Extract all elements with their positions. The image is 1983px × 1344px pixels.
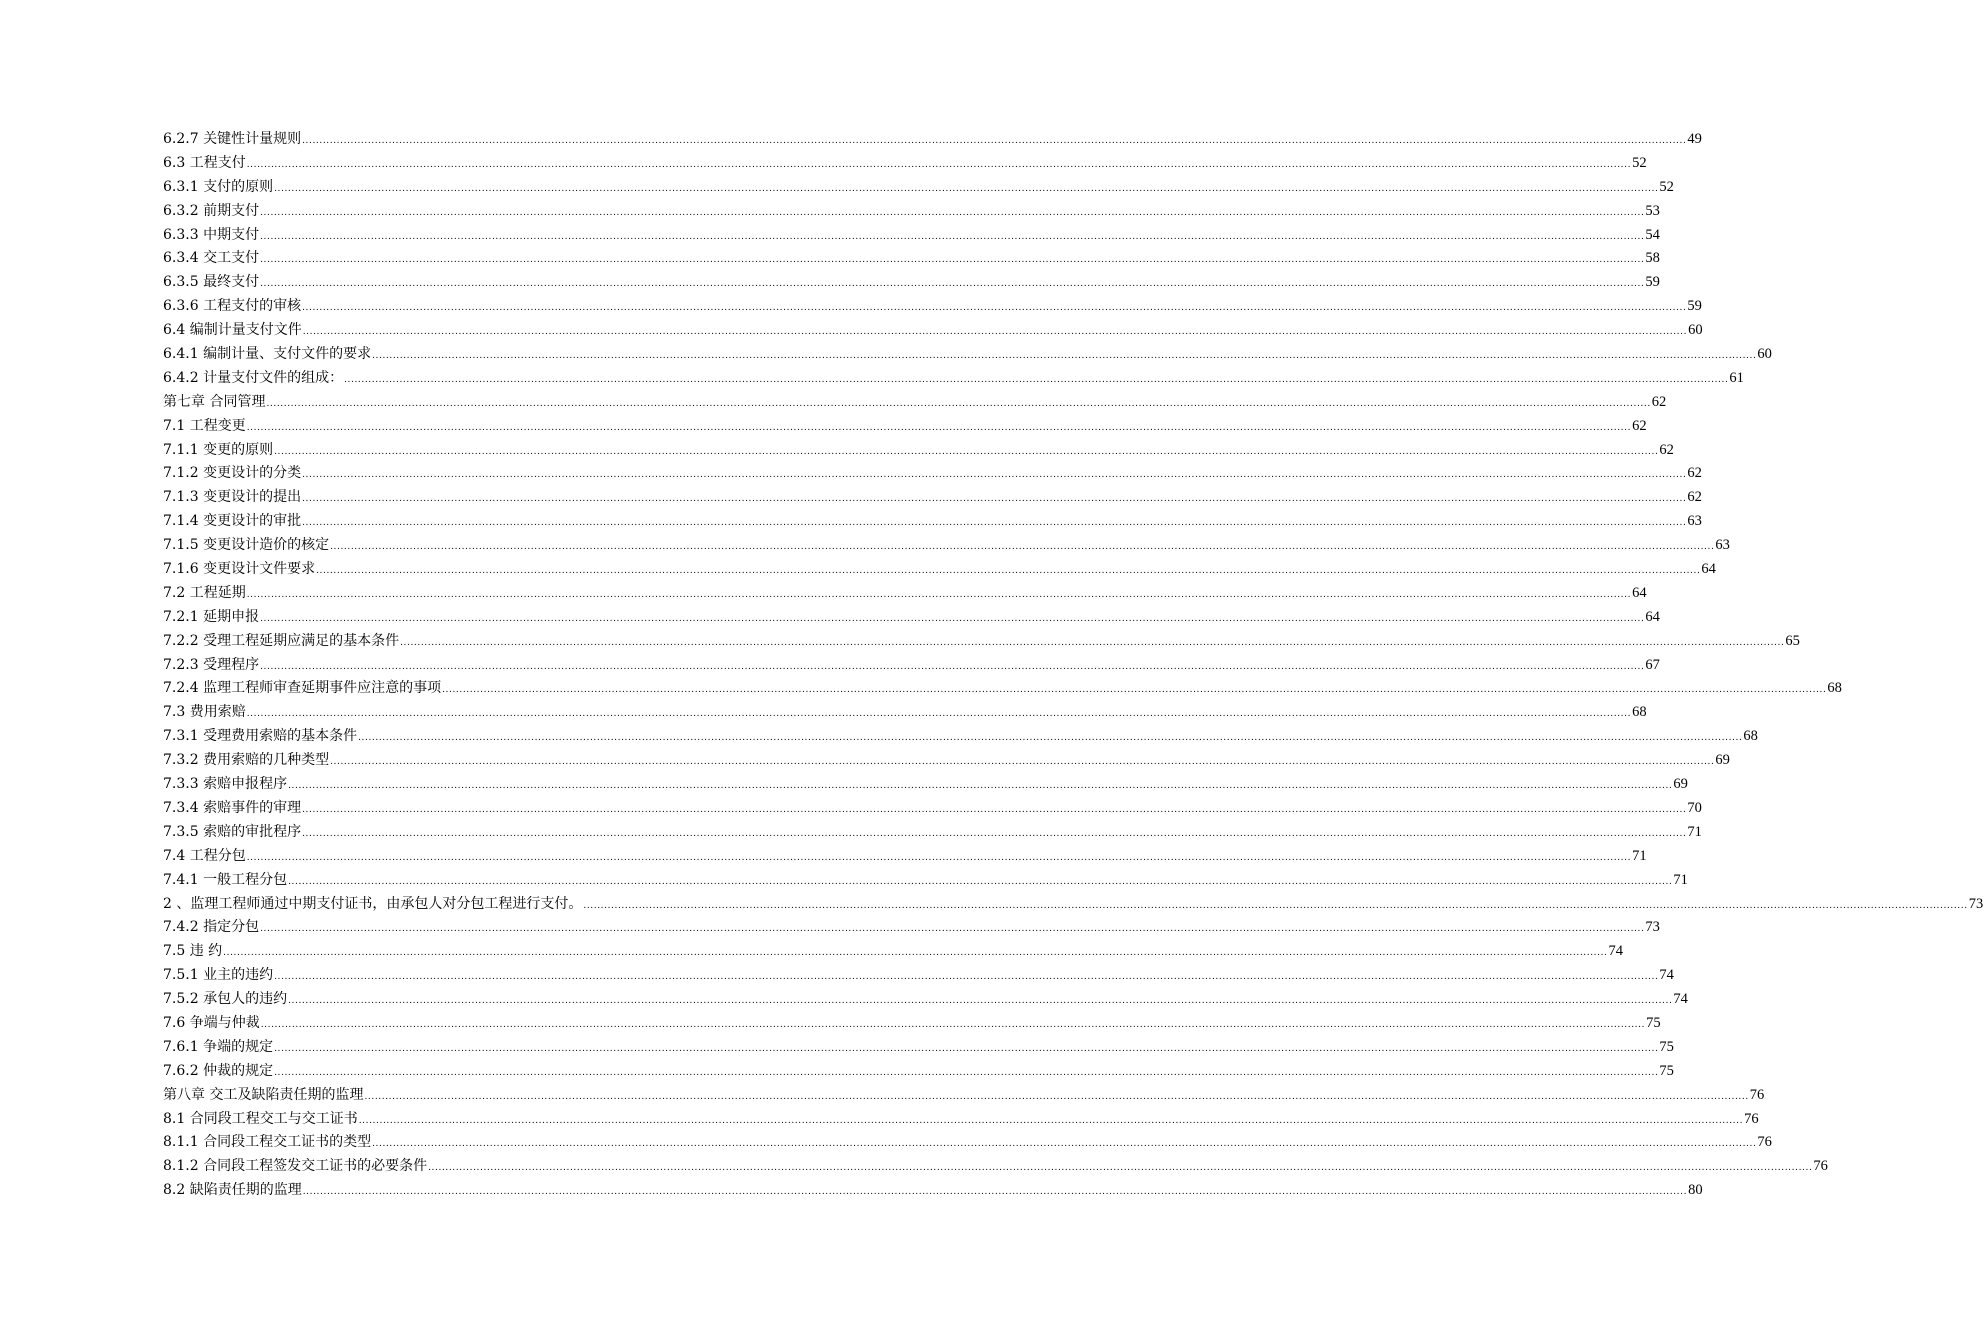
toc-dot-leader: ................................................................................................................................................................................................................................................................................................................................................................................................................ (288, 876, 1673, 887)
toc-dot-leader: ................................................................................................................................................................................................................................................................................................................................................................................................................ (274, 972, 1659, 983)
toc-entry-title: 7.1.4 变更设计的审批 (163, 513, 302, 530)
toc-entry[interactable] (163, 319, 1703, 343)
toc-entry-page-number: 74 (1659, 967, 1674, 984)
toc-entry-page-number: 70 (1687, 799, 1702, 816)
toc-entry-page-number: 54 (1645, 226, 1660, 243)
toc-entry-title: 6.3.1 支付的原则 (163, 178, 274, 195)
toc-entry[interactable] (163, 654, 1660, 678)
toc-entry[interactable] (163, 247, 1660, 271)
toc-dot-leader: ................................................................................................................................................................................................................................................................................................................................................................................................................ (428, 1163, 1813, 1174)
toc-dot-leader: ................................................................................................................................................................................................................................................................................................................................................................................................................ (260, 279, 1645, 290)
toc-entry[interactable] (163, 869, 1688, 893)
toc-entry-title: 8.1.1 合同段工程交工证书的类型 (163, 1134, 372, 1151)
toc-entry[interactable] (163, 128, 1702, 152)
toc-entry-page-number: 71 (1632, 847, 1647, 864)
toc-entry-title: 6.3 工程支付 (163, 154, 246, 171)
toc-entry-page-number: 73 (1968, 895, 1983, 912)
toc-entry[interactable] (163, 1084, 1765, 1108)
toc-entry[interactable] (163, 1108, 1759, 1132)
toc-entry[interactable] (163, 439, 1674, 463)
toc-entry-title: 6.4.1 编制计量、支付文件的要求 (163, 346, 372, 363)
toc-entry-page-number: 62 (1632, 417, 1647, 434)
toc-entry-page-number: 62 (1687, 465, 1702, 482)
toc-entry[interactable] (163, 606, 1660, 630)
toc-entry-title: 7.3.3 索赔申报程序 (163, 776, 288, 793)
toc-entry[interactable] (163, 1179, 1703, 1203)
toc-entry-title: 7.2.2 受理工程延期应满足的基本条件 (163, 632, 400, 649)
toc-entry-title: 7.5.1 业主的违约 (163, 967, 274, 984)
toc-entry-page-number: 76 (1757, 1134, 1772, 1151)
toc-entry-page-number: 62 (1651, 393, 1667, 410)
toc-entry[interactable] (163, 677, 1842, 701)
toc-entry-title: 6.3.2 前期支付 (163, 202, 260, 219)
toc-dot-leader: ................................................................................................................................................................................................................................................................................................................................................................................................................ (260, 231, 1645, 242)
toc-entry-title: 7.4 工程分包 (163, 847, 246, 864)
toc-entry[interactable] (163, 1012, 1661, 1036)
toc-entry-page-number: 76 (1749, 1086, 1765, 1103)
toc-dot-leader: ................................................................................................................................................................................................................................................................................................................................................................................................................ (583, 900, 1968, 911)
toc-dot-leader: ................................................................................................................................................................................................................................................................................................................................................................................................................ (274, 1067, 1659, 1078)
toc-entry-page-number: 75 (1659, 1062, 1674, 1079)
toc-entry[interactable] (163, 295, 1702, 319)
toc-entry[interactable] (163, 152, 1647, 176)
toc-entry-page-number: 64 (1701, 561, 1716, 578)
toc-dot-leader: ................................................................................................................................................................................................................................................................................................................................................................................................................ (223, 948, 1608, 959)
toc-entry-page-number: 69 (1673, 776, 1688, 793)
toc-entry-page-number: 67 (1645, 656, 1660, 673)
toc-dot-leader: ................................................................................................................................................................................................................................................................................................................................................................................................................ (260, 1019, 1646, 1030)
toc-entry-page-number: 62 (1659, 441, 1674, 458)
toc-dot-leader: ................................................................................................................................................................................................................................................................................................................................................................................................................ (302, 1187, 1688, 1198)
toc-dot-leader: ................................................................................................................................................................................................................................................................................................................................................................................................................ (302, 518, 1687, 529)
toc-entry-page-number: 60 (1757, 346, 1772, 363)
toc-entry[interactable] (163, 200, 1660, 224)
toc-entry-page-number: 62 (1687, 489, 1702, 506)
toc-entry[interactable] (163, 271, 1660, 295)
toc-entry[interactable] (163, 821, 1702, 845)
toc-entry[interactable] (163, 893, 1983, 917)
toc-dot-leader: ................................................................................................................................................................................................................................................................................................................................................................................................................ (330, 757, 1715, 768)
toc-entry-title: 7.1.5 变更设计造价的核定 (163, 537, 330, 554)
toc-dot-leader: ................................................................................................................................................................................................................................................................................................................................................................................................................ (302, 470, 1687, 481)
toc-dot-leader: ................................................................................................................................................................................................................................................................................................................................................................................................................ (260, 207, 1645, 218)
toc-dot-leader: ................................................................................................................................................................................................................................................................................................................................................................................................................ (246, 159, 1632, 170)
toc-entry-title: 7.3 费用索赔 (163, 704, 246, 721)
toc-entry-title: 6.3.6 工程支付的审核 (163, 298, 302, 315)
toc-entry[interactable] (163, 701, 1647, 725)
toc-entry[interactable] (163, 988, 1688, 1012)
toc-entry[interactable] (163, 391, 1667, 415)
toc-dot-leader: ................................................................................................................................................................................................................................................................................................................................................................................................................ (358, 733, 1743, 744)
toc-entry-page-number: 59 (1645, 274, 1660, 291)
toc-entry-title: 6.3.5 最终支付 (163, 274, 260, 291)
toc-entry-title: 7.6 争端与仲裁 (163, 1014, 260, 1031)
toc-entry[interactable] (163, 1131, 1772, 1155)
toc-entry[interactable] (163, 940, 1624, 964)
toc-dot-leader: ................................................................................................................................................................................................................................................................................................................................................................................................................ (372, 351, 1757, 362)
toc-entry-page-number: 74 (1673, 991, 1688, 1008)
toc-dot-leader: ................................................................................................................................................................................................................................................................................................................................................................................................................ (274, 446, 1659, 457)
toc-dot-leader: ................................................................................................................................................................................................................................................................................................................................................................................................................ (274, 183, 1659, 194)
toc-entry-page-number: 58 (1645, 250, 1660, 267)
toc-entry-title: 7.2.1 延期申报 (163, 608, 260, 625)
toc-dot-leader: ................................................................................................................................................................................................................................................................................................................................................................................................................ (246, 422, 1632, 433)
toc-dot-leader: ................................................................................................................................................................................................................................................................................................................................................................................................................ (442, 685, 1827, 696)
toc-entry-page-number: 71 (1687, 823, 1702, 840)
toc-dot-leader: ................................................................................................................................................................................................................................................................................................................................................................................................................ (358, 1115, 1744, 1126)
toc-entry-title: 7.5.2 承包人的违约 (163, 991, 288, 1008)
toc-entry[interactable] (163, 415, 1647, 439)
toc-entry-page-number: 53 (1645, 202, 1660, 219)
toc-entry-title: 第八章 交工及缺陷责任期的监理 (163, 1086, 364, 1103)
toc-entry-page-number: 75 (1659, 1038, 1674, 1055)
toc-entry-title: 7.3.2 费用索赔的几种类型 (163, 752, 330, 769)
toc-dot-leader: ................................................................................................................................................................................................................................................................................................................................................................................................................ (316, 566, 1701, 577)
toc-entry-page-number: 68 (1827, 680, 1842, 697)
toc-entry[interactable] (163, 1060, 1674, 1084)
toc-entry-title: 7.4.2 指定分包 (163, 919, 260, 936)
toc-entry-title: 7.1.2 变更设计的分类 (163, 465, 302, 482)
toc-entry-page-number: 76 (1744, 1110, 1759, 1127)
toc-entry-title: 6.3.3 中期支付 (163, 226, 260, 243)
toc-entry-title: 8.1.2 合同段工程签发交工证书的必要条件 (163, 1158, 428, 1175)
toc-dot-leader: ................................................................................................................................................................................................................................................................................................................................................................................................................ (288, 996, 1673, 1007)
toc-entry[interactable] (163, 1155, 1828, 1179)
toc-entry-page-number: 75 (1646, 1014, 1661, 1031)
toc-entry-title: 7.1.6 变更设计文件要求 (163, 561, 316, 578)
toc-entry-title: 6.3.4 交工支付 (163, 250, 260, 267)
toc-dot-leader: ................................................................................................................................................................................................................................................................................................................................................................................................................ (246, 589, 1632, 600)
toc-entry[interactable] (163, 1036, 1674, 1060)
toc-dot-leader: ................................................................................................................................................................................................................................................................................................................................................................................................................ (302, 804, 1687, 815)
toc-entry[interactable] (163, 630, 1800, 654)
toc-dot-leader: ................................................................................................................................................................................................................................................................................................................................................................................................................ (364, 1091, 1749, 1102)
toc-entry[interactable] (163, 558, 1716, 582)
toc-entry[interactable] (163, 510, 1702, 534)
toc-dot-leader: ................................................................................................................................................................................................................................................................................................................................................................................................................ (246, 852, 1632, 863)
toc-entry-title: 7.3.1 受理费用索赔的基本条件 (163, 728, 358, 745)
toc-dot-leader: ................................................................................................................................................................................................................................................................................................................................................................................................................ (302, 303, 1687, 314)
toc-entry[interactable] (163, 749, 1730, 773)
toc-dot-leader: ................................................................................................................................................................................................................................................................................................................................................................................................................ (260, 255, 1645, 266)
toc-dot-leader: ................................................................................................................................................................................................................................................................................................................................................................................................................ (288, 781, 1673, 792)
toc-entry[interactable] (163, 367, 1744, 391)
toc-entry-page-number: 71 (1673, 871, 1688, 888)
toc-entry-page-number: 52 (1659, 178, 1674, 195)
toc-entry-title: 7.6.2 仲裁的规定 (163, 1062, 274, 1079)
toc-entry-title: 2 、监理工程师通过中期支付证书，由承包人对分包工程进行支付。 (163, 895, 583, 912)
toc-entry-title: 7.1.1 变更的原则 (163, 441, 274, 458)
toc-entry-title: 6.2.7 关键性计量规则 (163, 131, 302, 147)
toc-entry-page-number: 76 (1813, 1158, 1828, 1175)
toc-entry[interactable] (163, 462, 1702, 486)
toc-entry-title: 7.1.3 变更设计的提出 (163, 489, 302, 506)
toc-entry[interactable] (163, 534, 1730, 558)
toc-entry-page-number: 65 (1785, 632, 1800, 649)
toc-entry[interactable] (163, 845, 1647, 869)
toc-entry[interactable] (163, 916, 1660, 940)
toc-entry-title: 7.1 工程变更 (163, 417, 246, 434)
toc-entry-page-number: 60 (1688, 322, 1703, 339)
toc-entry[interactable] (163, 725, 1758, 749)
toc-dot-leader: ................................................................................................................................................................................................................................................................................................................................................................................................................ (372, 1139, 1757, 1150)
toc-entry-page-number: 61 (1729, 369, 1744, 386)
toc-entry-title: 6.4 编制计量支付文件 (163, 322, 302, 339)
toc-entry-page-number: 59 (1687, 298, 1702, 315)
toc-dot-leader: ................................................................................................................................................................................................................................................................................................................................................................................................................ (330, 542, 1715, 553)
toc-dot-leader: ................................................................................................................................................................................................................................................................................................................................................................................................................ (260, 924, 1645, 935)
toc-entry-page-number: 73 (1645, 919, 1660, 936)
toc-entry[interactable] (163, 797, 1702, 821)
toc-entry[interactable] (163, 773, 1688, 797)
toc-entry-page-number: 52 (1632, 154, 1647, 171)
toc-entry-title: 7.5 违 约 (163, 943, 223, 960)
toc-dot-leader: ................................................................................................................................................................................................................................................................................................................................................................................................................ (302, 136, 1687, 146)
toc-entry-title: 7.2 工程延期 (163, 584, 246, 601)
table-of-contents (163, 128, 1983, 1203)
toc-entry-page-number: 68 (1632, 704, 1647, 721)
toc-entry[interactable] (163, 582, 1647, 606)
toc-entry-page-number: 68 (1743, 728, 1758, 745)
toc-entry-title: 7.3.5 索赔的审批程序 (163, 823, 302, 840)
toc-entry[interactable] (163, 176, 1674, 200)
toc-dot-leader: ................................................................................................................................................................................................................................................................................................................................................................................................................ (260, 661, 1645, 672)
toc-entry-title: 7.6.1 争端的规定 (163, 1038, 274, 1055)
toc-entry-title: 8.1 合同段工程交工与交工证书 (163, 1110, 358, 1127)
toc-entry-page-number: 64 (1645, 608, 1660, 625)
toc-entry-page-number: 63 (1715, 537, 1730, 554)
toc-entry[interactable] (163, 224, 1660, 248)
toc-dot-leader: ................................................................................................................................................................................................................................................................................................................................................................................................................ (302, 327, 1688, 338)
toc-entry-page-number: 80 (1688, 1182, 1703, 1199)
toc-entry[interactable] (163, 343, 1772, 367)
toc-dot-leader: ................................................................................................................................................................................................................................................................................................................................................................................................................ (246, 709, 1632, 720)
toc-entry[interactable] (163, 486, 1702, 510)
toc-entry-title: 第七章 合同管理 (163, 393, 266, 410)
toc-entry-title: 6.4.2 计量支付文件的组成： (163, 369, 344, 386)
toc-dot-leader: ................................................................................................................................................................................................................................................................................................................................................................................................................ (266, 398, 1651, 409)
toc-entry-page-number: 63 (1687, 513, 1702, 530)
toc-dot-leader: ................................................................................................................................................................................................................................................................................................................................................................................................................ (302, 828, 1687, 839)
toc-entry[interactable] (163, 964, 1674, 988)
toc-dot-leader: ................................................................................................................................................................................................................................................................................................................................................................................................................ (274, 1043, 1659, 1054)
toc-entry-title: 7.2.4 监理工程师审查延期事件应注意的事项 (163, 680, 442, 697)
toc-entry-page-number: 49 (1687, 131, 1702, 147)
toc-dot-leader: ................................................................................................................................................................................................................................................................................................................................................................................................................ (344, 374, 1729, 385)
toc-entry-title: 8.2 缺陷责任期的监理 (163, 1182, 302, 1199)
toc-entry-page-number: 69 (1715, 752, 1730, 769)
toc-dot-leader: ................................................................................................................................................................................................................................................................................................................................................................................................................ (400, 637, 1785, 648)
toc-entry-page-number: 74 (1608, 943, 1624, 960)
toc-entry-title: 7.4.1 一般工程分包 (163, 871, 288, 888)
toc-entry-page-number: 64 (1632, 584, 1647, 601)
toc-entry-title: 7.3.4 索赔事件的审理 (163, 799, 302, 816)
toc-entry-title: 7.2.3 受理程序 (163, 656, 260, 673)
toc-dot-leader: ................................................................................................................................................................................................................................................................................................................................................................................................................ (302, 494, 1687, 505)
toc-dot-leader: ................................................................................................................................................................................................................................................................................................................................................................................................................ (260, 613, 1645, 624)
